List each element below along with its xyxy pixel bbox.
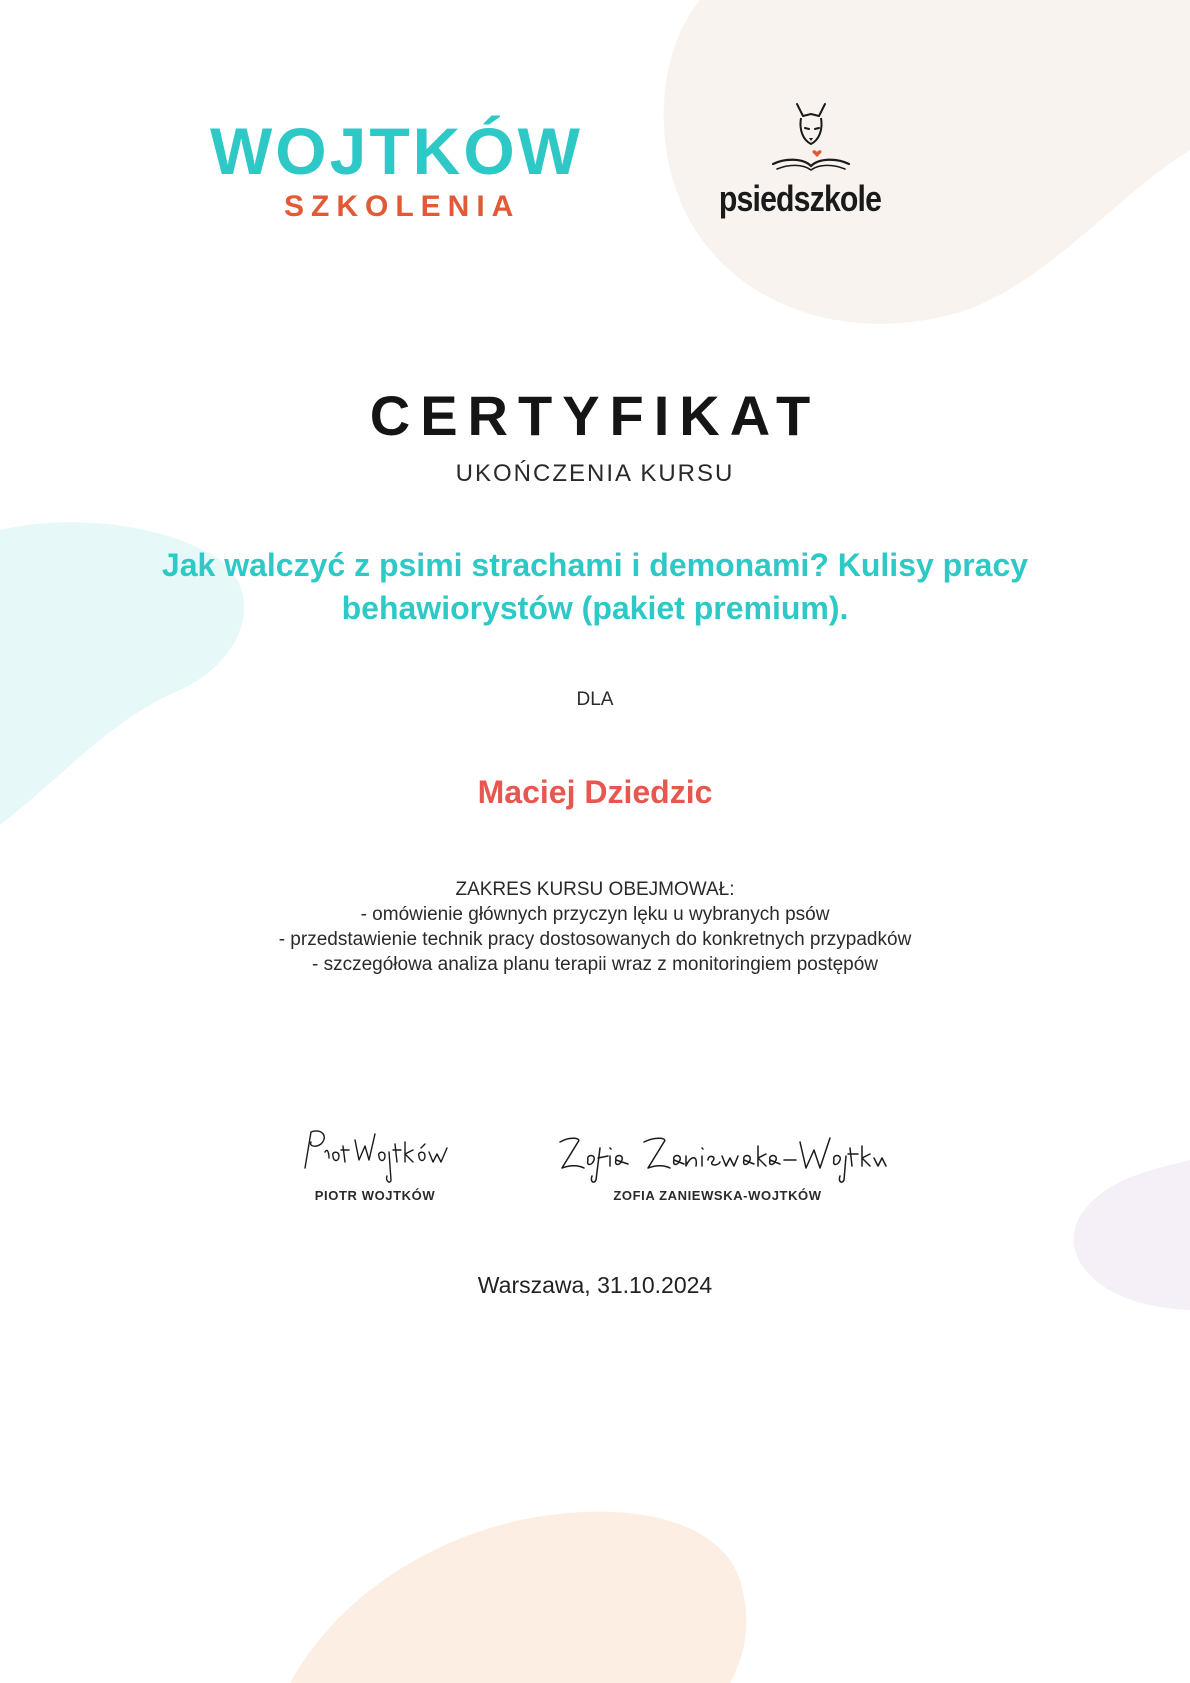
course-scope — [0, 877, 1190, 977]
signature-block-zofia — [545, 1128, 890, 1203]
certificate-title: CERTYFIKAT — [369, 384, 821, 447]
scope-item: - omówienie głównych przyczyn lęku u wybranych psów — [360, 904, 830, 925]
course-title — [60, 544, 1130, 630]
scope-heading: ZAKRES KURSU OBEJMOWAŁ: — [455, 879, 735, 900]
for-label: DLA — [576, 689, 614, 710]
handwritten-signature-piotr — [295, 1122, 455, 1184]
wojtkow-szkolenia-logo — [210, 114, 600, 224]
course-title-line-2: behawiorystów (pakiet premium). — [341, 590, 849, 626]
psiedszkole-logo — [700, 100, 900, 220]
signatory-name-zofia: ZOFIA ZANIEWSKA-WOJTKÓW — [613, 1188, 822, 1203]
handwritten-signature-zofia — [548, 1128, 888, 1184]
scope-item: - szczegółowa analiza planu terapii wraz z monitoringiem postępów — [311, 954, 879, 975]
certificate-subtitle: UKOŃCZENIA KURSU — [455, 460, 735, 487]
wojtkow-logo-text: WOJTKÓW — [210, 114, 583, 188]
psiedszkole-logo-text: psiedszkole — [718, 178, 882, 219]
signatory-name-piotr: PIOTR WOJTKÓW — [314, 1188, 436, 1203]
szkolenia-logo-text: SZKOLENIA — [284, 190, 521, 223]
signature-block-piotr — [290, 1122, 460, 1203]
recipient-name: Maciej Dziedzic — [477, 774, 713, 810]
scope-item: - przedstawienie technik pracy dostosowanych do konkretnych przypadków — [278, 929, 912, 950]
place-and-date: Warszawa, 31.10.2024 — [477, 1272, 713, 1298]
dog-reading-icon — [745, 100, 855, 178]
peach-blob — [250, 1490, 770, 1683]
course-title-line-1: Jak walczyć z psimi strachami i demonami? Kulisy pracy — [161, 547, 1029, 583]
